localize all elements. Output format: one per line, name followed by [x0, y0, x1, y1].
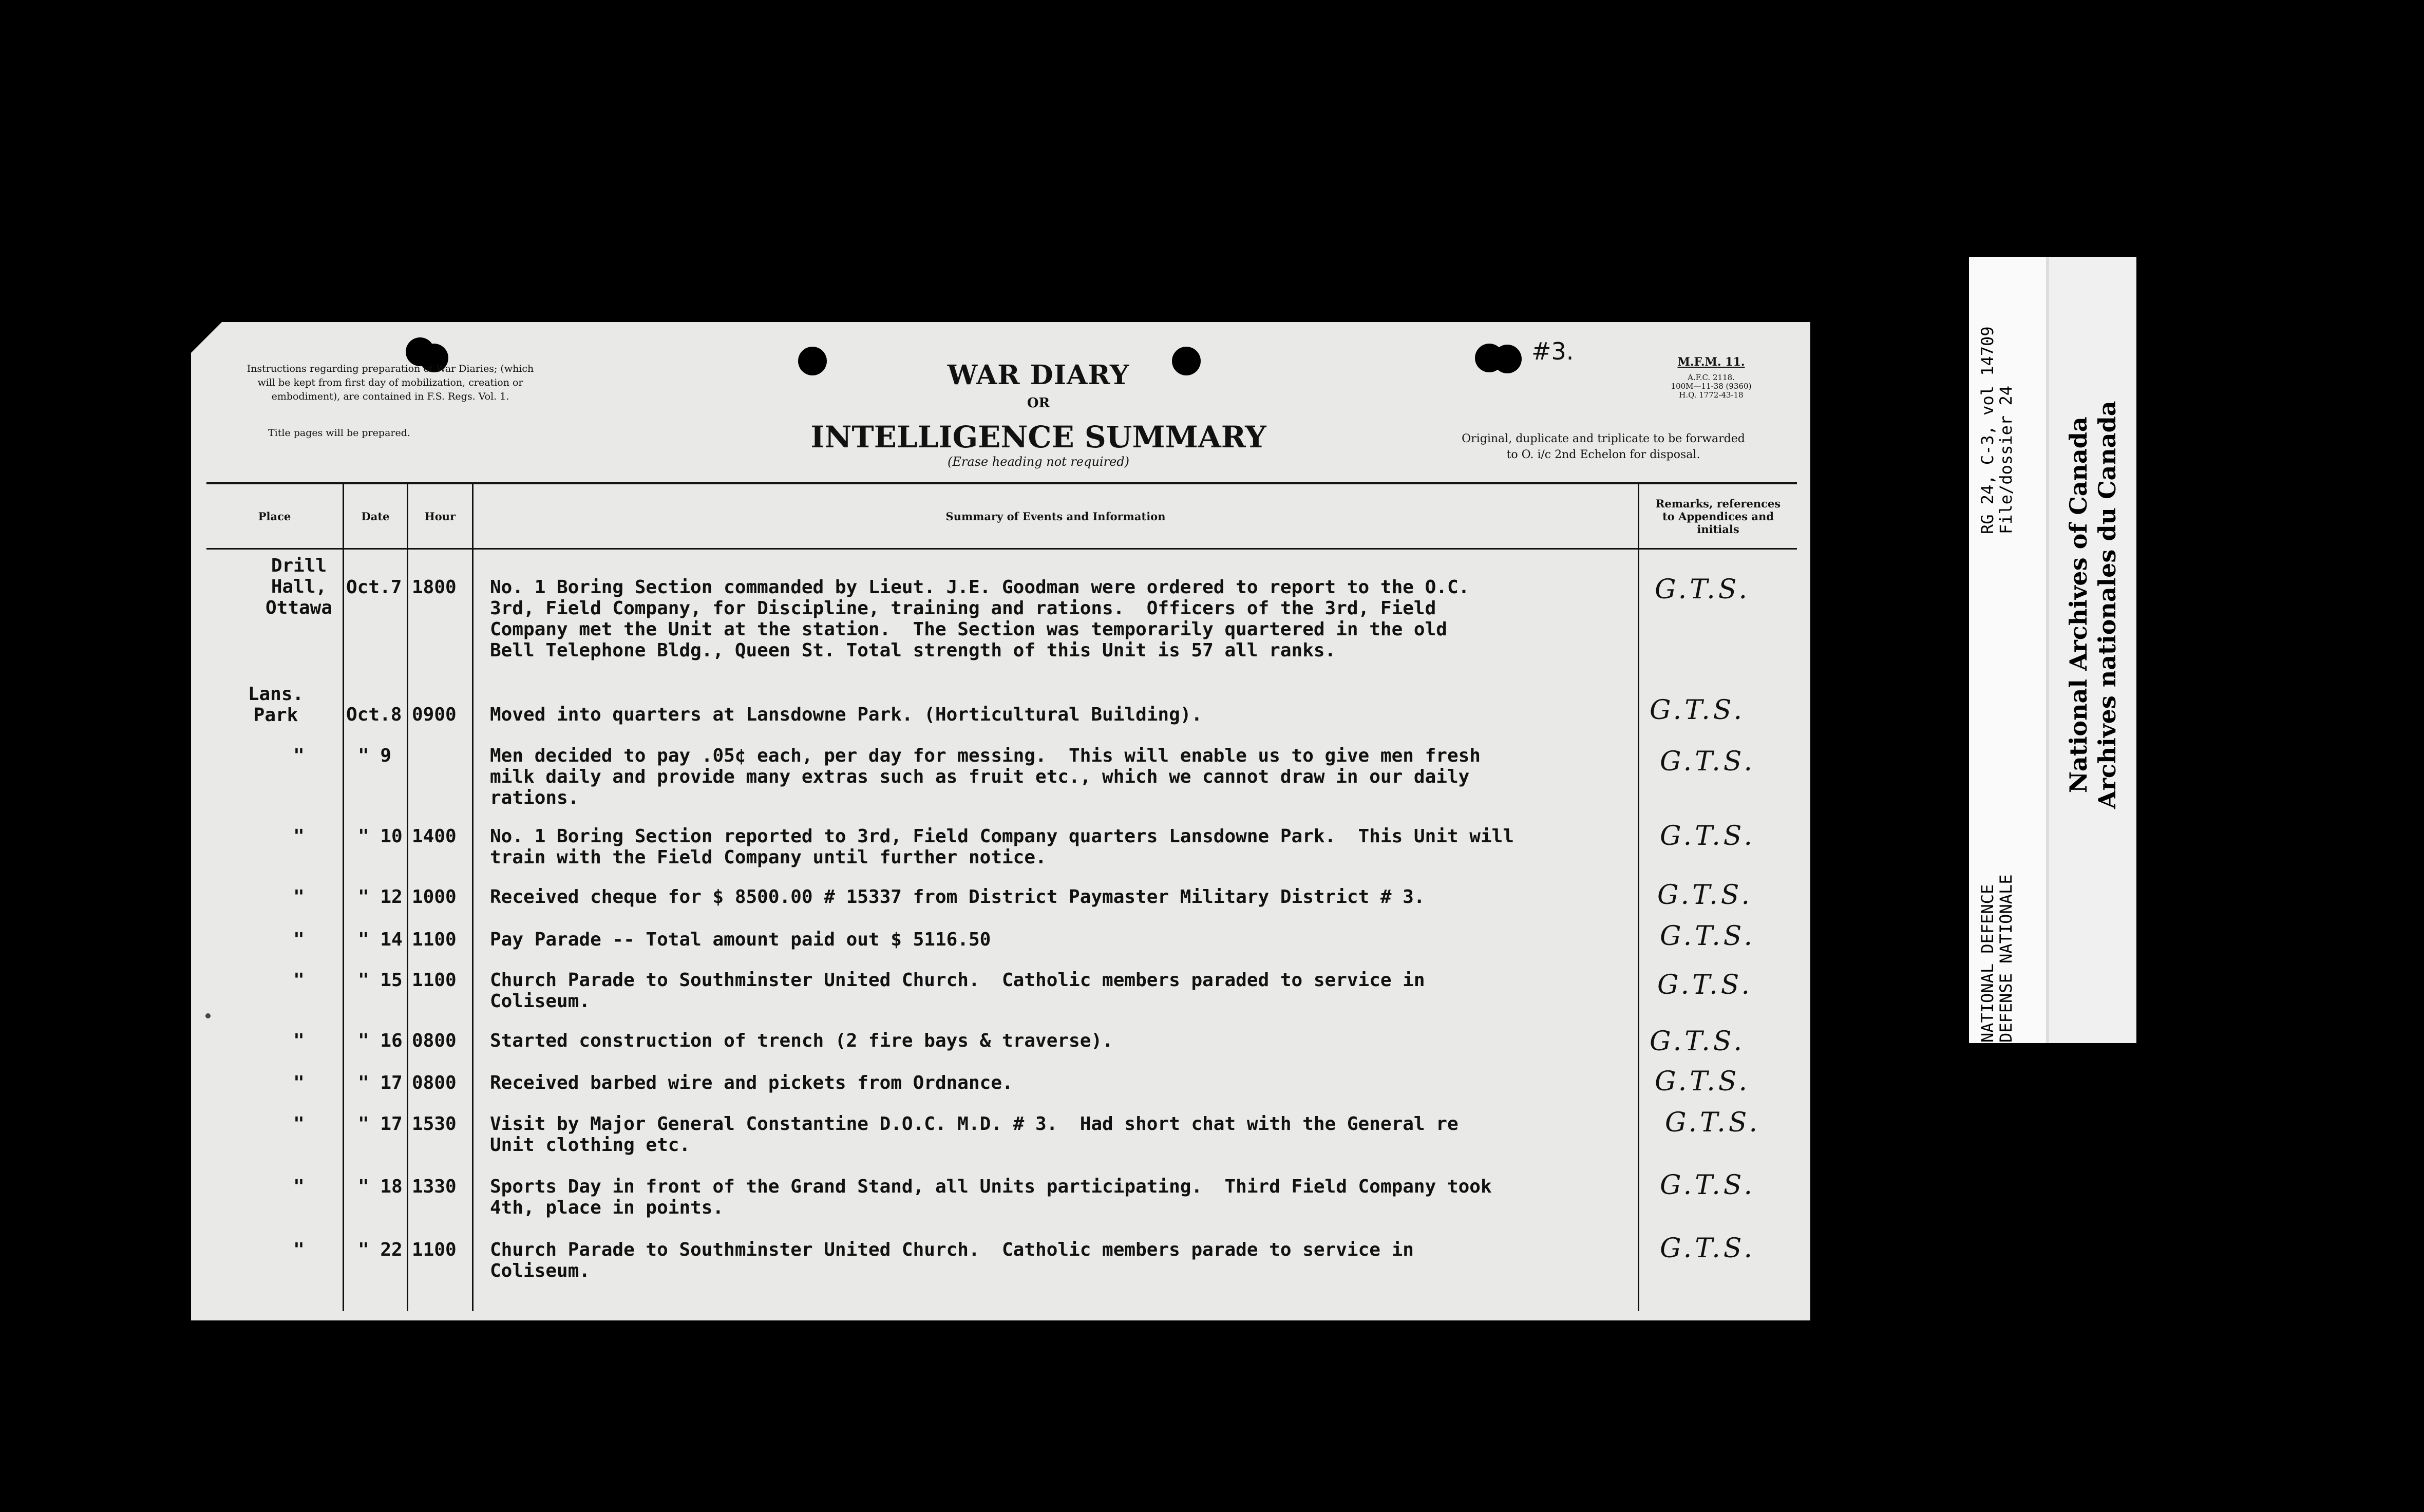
- column-header-summary: Summary of Events and Information: [945, 509, 1166, 523]
- entry-initials: G.T.S.: [1660, 1170, 1756, 1201]
- instructions-text: Instructions regarding preparation of War Diaries; (which will be kept from first day of mobilization, creation or embodiment), are contained in F.S. Regs. Vol. 1.: [247, 363, 534, 402]
- column-header-hour: Hour: [424, 509, 456, 523]
- page-subtitle: INTELLIGENCE SUMMARY: [810, 420, 1266, 455]
- entry-summary: Moved into quarters at Lansdowne Park. (Horticultural Building).: [490, 704, 1203, 725]
- entry-summary: Received barbed wire and pickets from Ordnance.: [490, 1072, 1013, 1093]
- entry-date: " 10: [358, 826, 403, 847]
- column-header-place: Place: [258, 509, 291, 523]
- entry-hour: 0900: [412, 704, 457, 725]
- archive-reference: [1978, 326, 2015, 534]
- punch-hole: [1493, 345, 1522, 373]
- forwarding-note: [1418, 431, 1788, 463]
- form-code: M.F.M. 11.: [1677, 355, 1745, 369]
- entry-date: " 16: [358, 1030, 403, 1051]
- page-title: WAR DIARY: [947, 360, 1130, 391]
- column-divider: [472, 484, 474, 1311]
- entry-date: " 17: [358, 1072, 403, 1093]
- entry-place: ": [293, 929, 305, 950]
- handwritten-number: #3.: [1531, 337, 1574, 365]
- entry-place: ": [293, 1113, 305, 1135]
- war-diary-page: [191, 322, 1810, 1320]
- entry-date: " 12: [358, 886, 403, 908]
- archives-name-en: National Archives of Canada: [2065, 417, 2092, 793]
- entry-summary: No. 1 Boring Section reported to 3rd, Field Company quarters Lansdowne Park. This Unit will train with the Field Company until further notice.: [490, 826, 1514, 868]
- entry-summary: No. 1 Boring Section commanded by Lieut. J.E. Goodman were ordered to report to the O.C. 3rd, Field Company, for Discipline, training and rations. Officers of the 3rd, Field Company met the Unit at the station. The Section was temporarily quartered in the old Bell Telephone Bldg., Queen St. Total strength of this Unit is 57 all ranks.: [490, 577, 1470, 661]
- entry-initials: G.T.S.: [1660, 921, 1756, 952]
- entry-initials: G.T.S.: [1657, 970, 1753, 1000]
- entry-summary: Men decided to pay .05¢ each, per day for messing. This will enable us to give men fresh milk daily and provide many extras such as fruit etc., which we cannot draw in our daily rations.: [490, 745, 1481, 808]
- entry-place: ": [293, 1239, 305, 1260]
- entry-initials: G.T.S.: [1660, 746, 1756, 777]
- punch-hole: [798, 347, 827, 375]
- entry-initials: G.T.S.: [1650, 1026, 1746, 1057]
- entry-summary: Started construction of trench (2 fire bays & traverse).: [490, 1030, 1113, 1051]
- entry-hour: 1000: [412, 886, 457, 908]
- entry-initials: G.T.S.: [1650, 695, 1746, 726]
- column-header-date: Date: [361, 509, 390, 523]
- entry-hour: 1400: [412, 826, 457, 847]
- entry-place: ": [293, 970, 305, 991]
- entry-date: " 17: [358, 1113, 403, 1135]
- entry-hour: 0800: [412, 1072, 457, 1093]
- entry-hour: 1800: [412, 577, 457, 598]
- entry-date: Oct.7: [346, 577, 402, 598]
- entry-hour: 0800: [412, 1030, 457, 1051]
- entry-summary: Received cheque for $ 8500.00 # 15337 from District Paymaster Military District # 3.: [490, 886, 1425, 908]
- entry-date: " 18: [358, 1176, 403, 1197]
- entry-summary: Pay Parade -- Total amount paid out $ 5116.50: [490, 929, 991, 950]
- entry-date: " 15: [358, 970, 403, 991]
- remarks-header-line: to Appendices and: [1662, 509, 1774, 523]
- entry-summary: Church Parade to Southminster United Church. Catholic members parade to service in Coliseum.: [490, 1239, 1414, 1281]
- entry-place: ": [293, 886, 305, 908]
- entry-place: ": [293, 745, 305, 766]
- archive-label: [1969, 257, 2136, 1043]
- remarks-header-line: initials: [1697, 522, 1739, 536]
- entry-hour: 1530: [412, 1113, 457, 1135]
- archive-file-line: File/dossier 24: [1996, 386, 2016, 534]
- column-divider: [1638, 484, 1639, 1311]
- department-fr: DEFENSE NATIONALE: [1996, 874, 2016, 1043]
- archives-name-fr: Archives nationales du Canada: [2093, 401, 2121, 809]
- forwarding-note-line: to O. i/c 2nd Echelon for disposal.: [1506, 448, 1700, 461]
- entry-initials: G.T.S.: [1665, 1107, 1761, 1138]
- form-ref-line: H.Q. 1772-43-18: [1679, 390, 1744, 400]
- entry-hour: 1100: [412, 929, 457, 950]
- entry-date: Oct.8: [346, 704, 402, 725]
- entry-summary: Church Parade to Southminster United Church. Catholic members paraded to service in Coliseum.: [490, 970, 1425, 1012]
- entry-initials: G.T.S.: [1655, 574, 1751, 605]
- entry-place: Drill Hall, Ottawa: [265, 555, 333, 618]
- form-ref-line: 100M—11-38 (9360): [1671, 382, 1752, 391]
- entry-place: ": [293, 826, 305, 847]
- department-label: [1978, 874, 2015, 1043]
- form-ref-line: A.F.C. 2118.: [1688, 373, 1735, 382]
- column-header-remarks: [1639, 484, 1797, 548]
- entry-summary: Sports Day in front of the Grand Stand, all Units participating. Third Field Company took 4th, place in points.: [490, 1176, 1492, 1218]
- form-reference: [1660, 373, 1763, 400]
- entry-place: ": [293, 1176, 305, 1197]
- entry-date: " 14: [358, 929, 403, 950]
- erase-heading-note: (Erase heading not required): [947, 455, 1130, 469]
- entry-place: Lans. Park: [248, 684, 304, 726]
- column-divider: [343, 484, 344, 1311]
- entry-initials: G.T.S.: [1655, 1066, 1751, 1097]
- header-divider: [206, 548, 1797, 550]
- folded-corner: [191, 322, 222, 353]
- title-or: OR: [1027, 395, 1050, 411]
- title-pages-note: Title pages will be prepared.: [268, 427, 410, 439]
- entry-place: ": [293, 1072, 305, 1093]
- entry-hour: 1330: [412, 1176, 457, 1197]
- entry-hour: 1100: [412, 970, 457, 991]
- column-divider: [407, 484, 408, 1311]
- archive-reference-line: RG 24, C-3, vol 14709: [1978, 326, 1997, 534]
- entry-initials: G.T.S.: [1660, 821, 1756, 852]
- department-en: NATIONAL DEFENCE: [1978, 884, 1997, 1043]
- margin-mark: [205, 1013, 211, 1018]
- archives-name: [2064, 401, 2122, 809]
- entry-place: ": [293, 1030, 305, 1051]
- entry-date: " 9: [358, 745, 392, 766]
- entry-summary: Visit by Major General Constantine D.O.C. M.D. # 3. Had short chat with the General re Unit clothing etc.: [490, 1113, 1459, 1156]
- diary-table: [206, 482, 1797, 1311]
- forwarding-note-line: Original, duplicate and triplicate to be forwarded: [1462, 432, 1745, 445]
- entry-hour: 1100: [412, 1239, 457, 1260]
- entry-date: " 22: [358, 1239, 403, 1260]
- remarks-header-line: Remarks, references: [1655, 497, 1781, 510]
- entry-initials: G.T.S.: [1657, 880, 1753, 911]
- entry-initials: G.T.S.: [1660, 1233, 1756, 1264]
